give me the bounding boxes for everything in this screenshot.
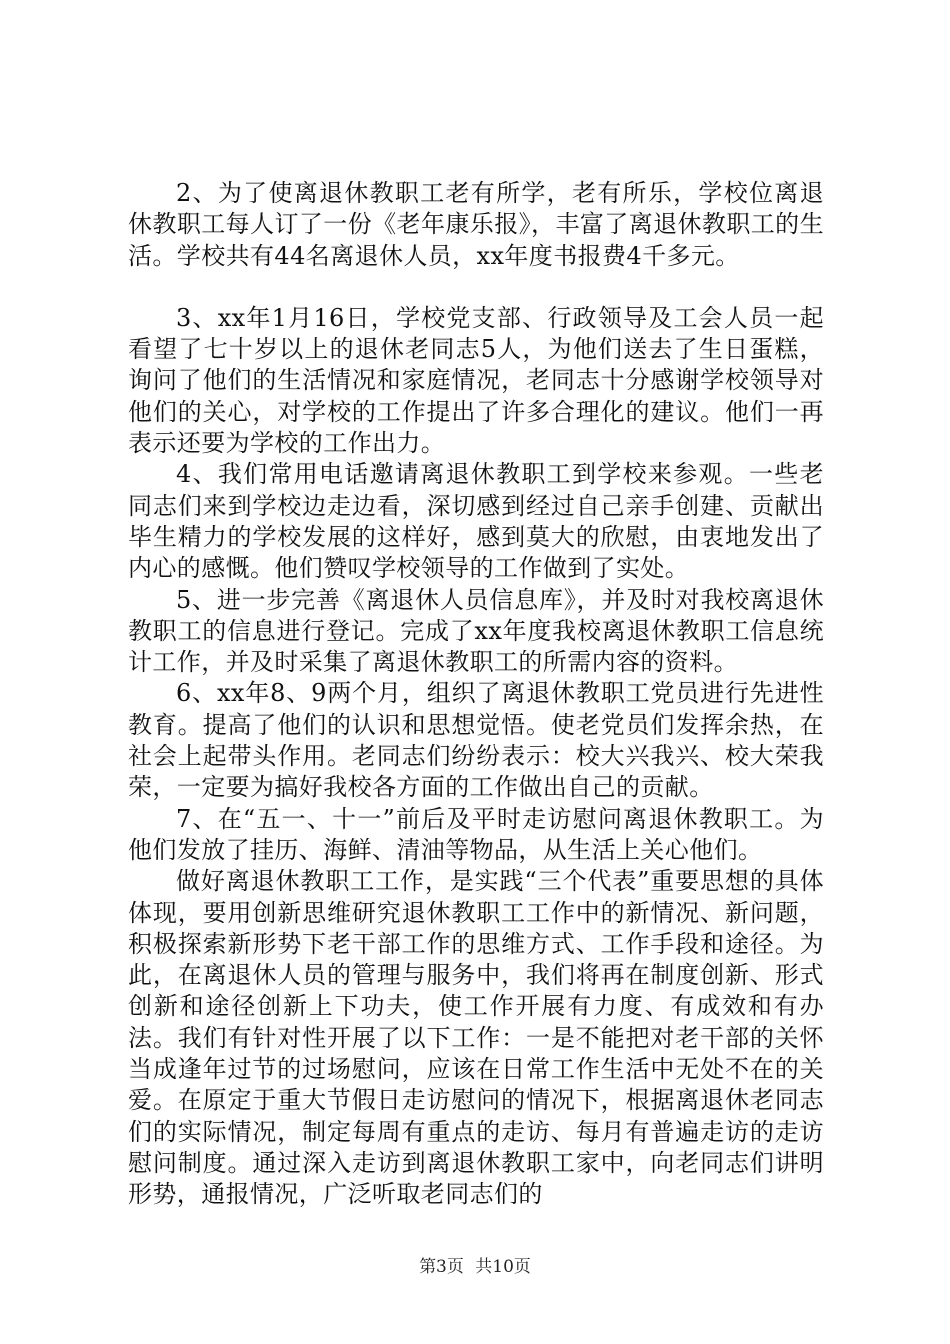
page-number: 第3页 bbox=[419, 1257, 464, 1277]
paragraph-item-2: 2、为了使离退休教职工老有所学，老有所乐，学校位离退休教职工每人订了一份《老年康乐报》，丰富了离退休教职工的生活。学校共有44名离退休人员，xx年度书报费4千多元。 bbox=[128, 179, 824, 270]
paragraph-item-3: 3、xx年1月16日，学校党支部、行政领导及工会人员一起看望了七十岁以上的退休老同志5人，为他们送去了生日蛋糕，询问了他们的生活情况和家庭情况，老同志十分感谢学校领导对他们的关心，对学校的工作提出了许多合理化的建议。他们一再表示还要为学校的工作出力。 bbox=[128, 303, 824, 458]
paragraph-summary: 做好离退休教职工工作，是实践“三个代表”重要思想的具体体现，要用创新思维研究退休教职工工作中的新情况、新问题，积极探索新形势下老干部工作的思维方式、工作手段和途径。为此，在离退休人员的管理与服务中，我们将再在制度创新、形式创新和途径创新上下功夫，使工作开展有力度、有成效和有办法。我们有针对性开展了以下工作：一是不能把对老干部的关怀当成逢年过节的过场慰问，应该在日常工作生活中无处不在的关爱。在原定于重大节假日走访慰问的情况下，根据离退休老同志们的实际情况，制定每周有重点的走访、每月有普遍走访的走访慰问制度。通过深入走访到离退休教职工家中，向老同志们讲明形势，通报情况，广泛听取老同志们的 bbox=[128, 867, 824, 1209]
page-total: 共10页 bbox=[475, 1257, 531, 1277]
paragraph-item-7: 7、在“五一、十一”前后及平时走访慰问离退休教职工。为他们发放了挂历、海鲜、清油等物品，从生活上关心他们。 bbox=[128, 804, 824, 864]
paragraph-item-4: 4、我们常用电话邀请离退休教职工到学校来参观。一些老同志们来到学校边走边看，深切感到经过自己亲手创建、贡献出毕生精力的学校发展的这样好，感到莫大的欣慰，由衷地发出了内心的感慨。他们赞叹学校领导的工作做到了实处。 bbox=[128, 460, 824, 583]
document-body bbox=[128, 178, 824, 1211]
page-footer bbox=[0, 1256, 950, 1278]
paragraph-item-6: 6、xx年8、9两个月，组织了离退休教职工党员进行先进性教育。提高了他们的认识和思想觉悟。使老党员们发挥余热，在社会上起带头作用。老同志们纷纷表示：校大兴我兴、校大荣我荣，一定要为搞好我校各方面的工作做出自己的贡献。 bbox=[128, 679, 824, 802]
paragraph-item-5: 5、进一步完善《离退休人员信息库》，并及时对我校离退休教职工的信息进行登记。完成了xx年度我校离退休教职工信息统计工作，并及时采集了离退休教职工的所需内容的资料。 bbox=[128, 585, 824, 677]
